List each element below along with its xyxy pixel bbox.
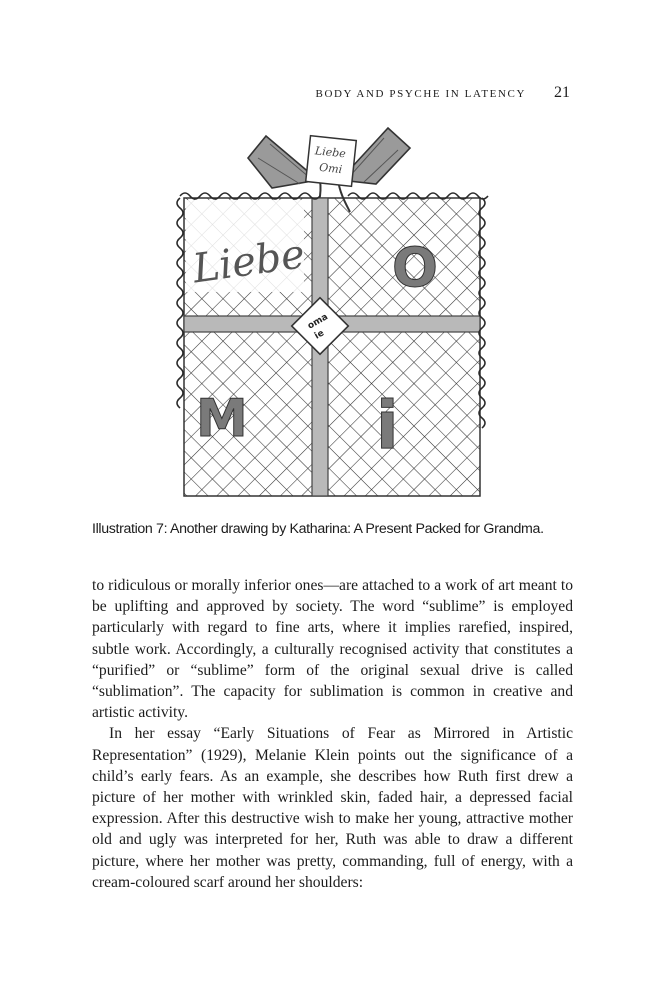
running-head: [316, 84, 570, 102]
letter-o: O: [392, 236, 438, 299]
knot-text-2: ie: [313, 328, 327, 342]
gift-tag: [306, 136, 357, 187]
illustration-gift-drawing: [170, 118, 510, 502]
paragraph-2: In her essay “Early Situations of Fear as Mirrored in Artistic Representation” (1929), Melanie Klein points out the significance of a child’s early fears. As an example, she describes how Ruth first drew a picture of her mother with wrinkled skin, faded hair, a depressed facial expression. After this destructive wish to make her young, attractive mother old and ugly was interpreted for her, Ruth was able to draw a different picture, where her mother was pretty, commanding, full of energy, with a cream-coloured scarf around her shoulders:: [92, 725, 573, 891]
word-liebe: Liebe: [189, 231, 308, 293]
tag-line-2: Omi: [318, 160, 343, 177]
knot-text-1: oma: [306, 312, 330, 332]
body-text: [92, 575, 573, 893]
running-title: BODY AND PSYCHE IN LATENCY: [315, 88, 526, 100]
tag-line-1: Liebe: [314, 144, 347, 161]
letter-i: i: [376, 387, 399, 464]
paragraph-1: to ridiculous or morally inferior ones—are attached to a work of art meant to be uplifting and approved by society. The word “sublime” is employed particularly with regard to fine arts, where it implies rarefied, inspired, subtle work. Accordingly, a culturally recognised activity that constitutes a “purified” or “sublime” form of the original sexual drive is called “sublimation”. The capacity for sublimation is common in creative and artistic activity.: [92, 577, 573, 722]
figure-caption: Illustration 7: Another drawing by Katharina: A Present Packed for Grandma.: [92, 521, 544, 537]
letter-m: M: [196, 389, 248, 449]
gift-drawing-svg: [170, 118, 510, 502]
page-number: 21: [554, 84, 570, 101]
